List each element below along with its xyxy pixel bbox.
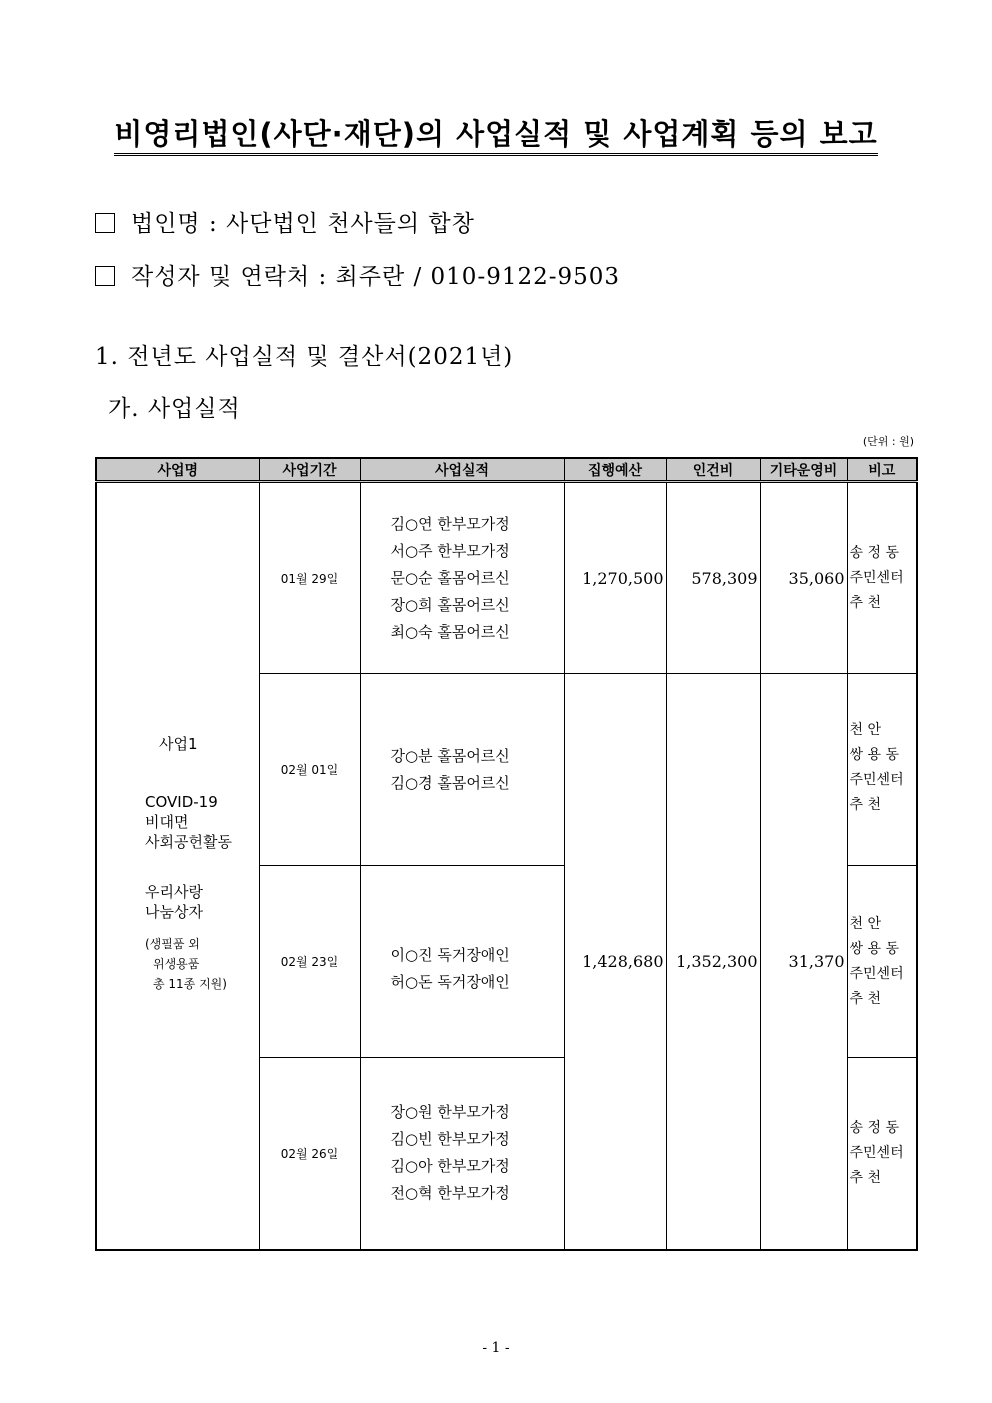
project-desc-line: 사회공헌활동 — [145, 833, 232, 851]
table-header-row — [96, 458, 917, 482]
note-line: 천 안 — [849, 915, 881, 932]
document-title: 비영리법인(사단·재단)의 사업실적 및 사업계획 등의 보고 — [0, 112, 992, 153]
note-line: 주민센터 — [849, 569, 904, 586]
unit-label: (단위 : 원) — [862, 435, 914, 448]
performance-cell — [360, 482, 564, 674]
period-cell: 02월 23일 — [259, 866, 360, 1058]
period-cell: 02월 01일 — [259, 674, 360, 866]
section-heading: 1. 전년도 사업실적 및 결산서(2021년) — [95, 344, 514, 370]
labor-cell: 578,309 — [666, 482, 760, 674]
performance-cell — [360, 866, 564, 1058]
note-line: 송 정 동 — [849, 1120, 899, 1136]
project-desc-line: 총 11종 지원) — [153, 977, 227, 991]
checkbox-square-icon — [95, 266, 115, 286]
project-desc-line: COVID-19 — [145, 793, 218, 811]
subsection-heading: 가. 사업실적 — [108, 396, 241, 422]
note-line: 쌍 용 동 — [849, 940, 899, 957]
period-cell: 01월 29일 — [259, 482, 360, 674]
note-line: 송 정 동 — [849, 544, 899, 561]
beneficiary-item: 서○주 한부모가정 — [390, 541, 510, 560]
note-line: 추 천 — [849, 594, 881, 611]
page-number: - 1 - — [482, 1340, 510, 1356]
beneficiary-item: 김○경 홀몸어르신 — [390, 773, 510, 792]
project-name-cell — [96, 482, 259, 1250]
header-period: 사업기간 — [259, 458, 360, 482]
beneficiary-item: 문○순 홀몸어르신 — [390, 568, 510, 587]
project-desc-line: (생필품 외 — [145, 937, 200, 951]
budget-merged-cell: 1,428,680 — [564, 674, 666, 1250]
performance-table — [95, 457, 918, 1251]
header-other-expense: 기타운영비 — [760, 458, 847, 482]
writer-contact-line: 작성자 및 연락처 : 최주란 / 010-9122-9503 — [95, 258, 620, 291]
note-line: 주민센터 — [849, 772, 904, 788]
table-row — [96, 482, 917, 674]
header-labor: 인건비 — [666, 458, 760, 482]
labor-merged-cell: 1,352,300 — [666, 674, 760, 1250]
header-performance: 사업실적 — [360, 458, 564, 482]
project-desc-line: 위생용품 — [153, 957, 200, 971]
period-cell: 02월 26일 — [259, 1058, 360, 1250]
note-line: 추 천 — [849, 797, 881, 813]
note-line: 추 천 — [849, 990, 881, 1007]
performance-cell — [360, 674, 564, 866]
other-expense-merged-cell: 31,370 — [760, 674, 847, 1250]
note-cell — [847, 1058, 917, 1250]
project-desc-line: 비대면 — [145, 813, 189, 831]
checkbox-square-icon — [95, 213, 115, 233]
project-desc-line: 우리사랑 — [145, 883, 203, 901]
beneficiary-item: 김○아 한부모가정 — [390, 1157, 510, 1176]
beneficiary-item: 김○연 한부모가정 — [390, 514, 510, 533]
header-budget: 집행예산 — [564, 458, 666, 482]
beneficiary-item: 강○분 홀몸어르신 — [390, 746, 510, 765]
header-note: 비고 — [847, 458, 917, 482]
beneficiary-item: 김○빈 한부모가정 — [390, 1130, 510, 1149]
note-line: 천 안 — [849, 722, 881, 738]
budget-cell: 1,270,500 — [564, 482, 666, 674]
note-cell — [847, 866, 917, 1058]
beneficiary-item: 허○돈 독거장애인 — [390, 972, 510, 991]
note-line: 쌍 용 동 — [849, 747, 899, 763]
project-title: 사업1 — [159, 735, 198, 753]
beneficiary-item: 이○진 독거장애인 — [390, 945, 510, 964]
header-project-name: 사업명 — [96, 458, 259, 482]
other-expense-cell: 35,060 — [760, 482, 847, 674]
note-cell — [847, 674, 917, 866]
beneficiary-item: 전○혁 한부모가정 — [390, 1184, 510, 1203]
performance-cell — [360, 1058, 564, 1250]
note-line: 주민센터 — [849, 1145, 904, 1161]
beneficiary-item: 장○희 홀몸어르신 — [390, 595, 510, 614]
corp-name-line: 법인명 : 사단법인 천사들의 합창 — [95, 205, 475, 238]
note-cell — [847, 482, 917, 674]
project-desc-line: 나눔상자 — [145, 903, 203, 921]
beneficiary-item: 장○원 한부모가정 — [390, 1103, 510, 1122]
note-line: 추 천 — [849, 1170, 881, 1186]
note-line: 주민센터 — [849, 965, 904, 982]
beneficiary-item: 최○숙 홀몸어르신 — [390, 622, 510, 641]
